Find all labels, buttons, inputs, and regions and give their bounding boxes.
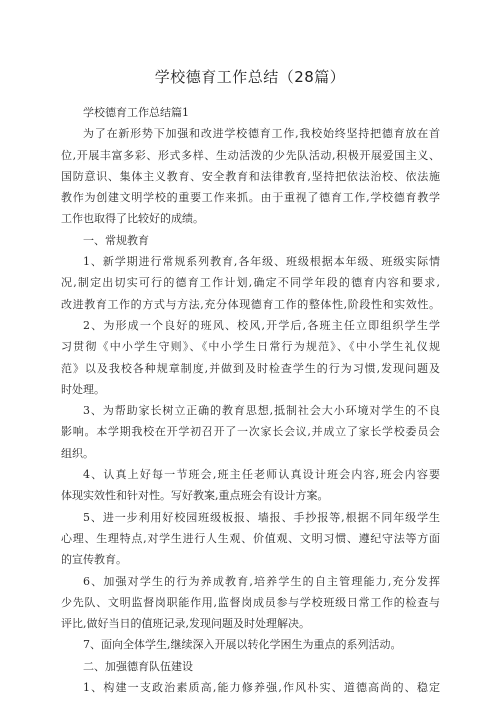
body-line: 1、新学期进行常规系列教育,各年级、班级根据本年级、班级实际情 <box>83 255 440 269</box>
body-line: 少先队、文明监督岗职能作用,监督岗成员参与学校班级日常工作的检查与 <box>61 595 440 609</box>
body-line: 国防意识、集体主义教育、安全教育和法律教育,坚持把依法治校、依法施 <box>61 169 440 183</box>
body-line: 3、为帮助家长树立正确的教育思想,抵制社会大小环境对学生的不良 <box>83 404 440 418</box>
body-line: 工作也取得了比较好的成绩。 <box>61 212 204 226</box>
body-line: 组织。 <box>61 446 94 460</box>
document-title: 学校德育工作总结（28篇） <box>154 68 346 86</box>
body-line: 2、为形成一个良好的班风、校风,开学后,各班主任立即组织学生学 <box>83 318 440 332</box>
body-line: 4、认真上好每一节班会,班主任老师认真设计班会内容,班会内容要 <box>83 468 440 482</box>
body-line: 一、常规教育 <box>83 233 149 247</box>
body-line: 体现实效性和针对性。写好教案,重点班会有设计方案。 <box>61 489 329 503</box>
body-line: 范》以及我校各种规章制度,并做到及时检查学生的行为习惯,发现问题及 <box>61 361 440 375</box>
body-line: 为了在新形势下加强和改进学校德育工作,我校始终坚持把德育放在首 <box>83 127 440 141</box>
body-line: 教作为创建文明学校的重要工作来抓。由于重视了德育工作,学校德育教学 <box>61 191 440 205</box>
body-line: 习贯彻《中小学生守则》、《中小学生日常行为规范》、《中小学生礼仪规 <box>61 340 440 354</box>
body-line: 改进教育工作的方式与方法,充分体现德育工作的整体性,阶段性和实效性。 <box>61 297 440 311</box>
body-line: 5、进一步利用好校园班级板报、墙报、手抄报等,根据不同年级学生 <box>83 510 440 524</box>
body-line: 况,制定出切实可行的德育工作计划,确定不同学年段的德育内容和要求, <box>61 276 440 290</box>
body-line: 位,开展丰富多彩、形式多样、生动活泼的少先队活动,积极开展爱国主义、 <box>61 148 440 162</box>
document-body <box>61 102 440 698</box>
body-line: 1、构建一支政治素质高,能力修养强,作风朴实、道德高尚的、稳定 <box>83 681 440 695</box>
body-line: 评比,做好当日的值班记录,发现问题及时处理解决。 <box>61 617 310 631</box>
body-line: 心理、生理特点,对学生进行人生观、价值观、文明习惯、遵纪守法等方面 <box>61 531 440 545</box>
body-line: 学校德育工作总结篇1 <box>83 106 189 119</box>
body-line: 6、加强对学生的行为养成教育,培养学生的自主管理能力,充分发挥 <box>83 574 440 588</box>
body-line: 7、面向全体学生,继续深入开展以转化学困生为重点的系列活动。 <box>83 638 402 652</box>
body-line: 二、加强德育队伍建设 <box>83 659 193 673</box>
body-line: 影响。本学期我校在开学初召开了一次家长会议,并成立了家长学校委员会 <box>61 425 440 439</box>
body-line: 时处理。 <box>61 382 105 396</box>
body-line: 的宣传教育。 <box>61 553 127 567</box>
